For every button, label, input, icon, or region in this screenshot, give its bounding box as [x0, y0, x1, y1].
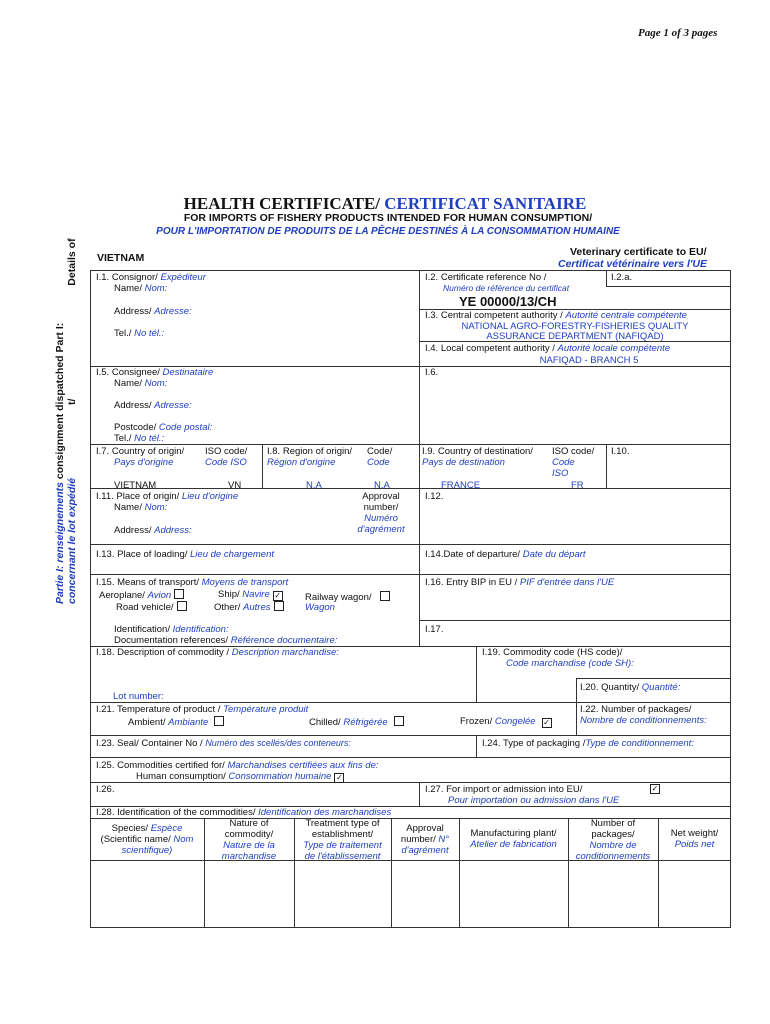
transport-ship: Ship/ Navire ✓ — [218, 589, 282, 600]
col-species: Species/ Espèce (Scientific name/ Nom scientifique) — [100, 823, 194, 856]
dest-iso-fr2: ISO — [552, 468, 569, 479]
consignee-label: I.5. Consignee/ Destinataire — [96, 367, 214, 378]
vet-cert-en: Veterinary certificate to EU/ — [570, 246, 707, 258]
approval-number-label: Approval number/ Numéro d'agrément — [357, 491, 405, 535]
side-label — [54, 238, 84, 604]
lot-number: Lot number: — [113, 691, 164, 702]
dest-iso-label: ISO code/ — [552, 446, 595, 457]
consignor-label: I.1. Consignor/ Expéditeur — [96, 272, 206, 283]
col-manufacturing: Manufacturing plant/ Atelier de fabrication — [470, 828, 557, 850]
col-treatment: Treatment type of establishment/ Type de traitement de l'établissement — [303, 818, 382, 862]
origin-iso-label: ISO code/ — [205, 446, 248, 457]
local-auth-value: NAFIQAD - BRANCH 5 — [539, 355, 639, 366]
transport-docref: Documentation references/ Référence documentaire: — [114, 635, 338, 646]
consignee-address: Address/ Adresse: — [114, 400, 192, 411]
title-fr: CERTIFICAT SANITAIRE — [384, 194, 587, 213]
cert-ref-label-fr: Numéro de référence du certificat — [443, 283, 570, 293]
central-auth-label: I.3. Central competent authority / Autorité centrale compétente — [425, 310, 687, 321]
consignee-postcode: Postcode/ Code postal: — [114, 422, 213, 433]
col-net-weight: Net weight/ Poids net — [670, 828, 719, 850]
side-en1: Part I: — [54, 322, 66, 353]
origin-region-label: I.8. Region of origin/ — [267, 446, 353, 457]
origin-country-label-fr: Pays d'origine — [114, 457, 174, 468]
import-label-fr: Pour importation ou admission dans l'UE — [448, 795, 620, 806]
place-origin-name: Name/ Nom: — [114, 502, 168, 513]
origin-region-label-fr: Région d'origine — [267, 457, 336, 468]
local-auth-label: I.4. Local competent authority / Autorité locale compétente — [425, 343, 671, 354]
temp-ambient: Ambient/ Ambiante — [128, 716, 224, 728]
import-label: I.27. For import or admission into EU/ — [425, 784, 583, 795]
document-title — [0, 194, 770, 214]
frozen-checkbox[interactable]: ✓ — [543, 718, 550, 727]
origin-country-value: VIETNAM — [114, 480, 157, 491]
quantity-label: I.20. Quantity/ Quantité: — [580, 682, 681, 693]
transport-ident: Identification/ Identification: — [114, 624, 229, 635]
vet-cert-fr: Certificat vétérinaire vers l'UE — [558, 258, 707, 270]
transport-railway: Railway wagon/ — [305, 591, 390, 603]
dest-iso-value: FR — [571, 480, 584, 491]
ambient-checkbox[interactable] — [214, 716, 224, 726]
subtitle-fr: POUR L'IMPORTATION DE PRODUITS DE LA PÊCHE DESTINÉS À LA CONSOMMATION HUMAINE — [156, 226, 620, 237]
side-cont2: t/ — [66, 398, 78, 406]
origin-code-value: N.A — [374, 480, 390, 491]
subtitle-en: FOR IMPORTS OF FISHERY PRODUCTS INTENDED FOR HUMAN CONSUMPTION/ — [183, 212, 593, 224]
page-number: Page 1 of 3 pages — [638, 27, 718, 39]
col-nature: Nature of commodity/ Nature de la marchandise — [221, 818, 277, 862]
seal-label: I.23. Seal/ Container No / Numéro des scellés/des conteneurs: — [96, 738, 351, 749]
loading-label: I.13. Place of loading/ Lieu de chargement — [96, 549, 274, 560]
transport-road: Road vehicle/ — [116, 601, 187, 613]
consignor-tel: Tel./ No tél.: — [114, 328, 165, 339]
consignee-name: Name/ Nom: — [114, 378, 168, 389]
dest-country-label-fr: Pays de destination — [422, 457, 505, 468]
certified-human: Human consumption/ Consommation humaine ✓ — [136, 771, 343, 782]
consignee-tel: Tel./ No tél.: — [114, 433, 165, 444]
certified-label: I.25. Commodities certified for/ Marchandises certifiées aux fins de: — [96, 760, 379, 771]
side-fr2: concernant le lot expédié — [66, 477, 78, 604]
place-origin-label: I.11. Place of origin/ Lieu d'origine — [96, 491, 239, 502]
commodity-code-label-fr: Code marchandise (code SH): — [506, 658, 634, 669]
commodity-desc-label: I.18. Description of commodity / Description marchandise: — [96, 647, 339, 658]
packages-label: I.22. Number of packages/ — [580, 704, 692, 715]
bip-label: I.16. Entry BIP in EU / PIF d'entrée dans l'UE — [425, 577, 615, 588]
central-auth-value2: ASSURANCE DEPARTMENT (NAFIQAD) — [486, 331, 664, 342]
title-en: HEALTH CERTIFICATE/ — [183, 194, 381, 213]
ship-checkbox[interactable]: ✓ — [274, 591, 282, 600]
col-approval: Approval number/ N° d'agrément — [400, 823, 450, 856]
origin-region-value: N.A — [306, 480, 322, 491]
cert-ref-value: YE 00000/13/CH — [459, 294, 557, 309]
central-auth-value1: NATIONAL AGRO-FORESTRY-FISHERIES QUALITY — [461, 321, 689, 332]
origin-iso-value: VN — [228, 480, 242, 491]
transport-railway-fr: Wagon — [305, 602, 335, 613]
commodity-code-label: I.19. Commodity code (HS code)/ — [482, 647, 623, 658]
packages-label-fr: Nombre de conditionnements: — [580, 715, 707, 726]
origin-code-label: Code/ — [367, 446, 393, 457]
place-origin-address: Address/ Address: — [114, 525, 192, 536]
chilled-checkbox[interactable] — [394, 716, 404, 726]
dest-country-label: I.9. Country of destination/ — [422, 446, 533, 457]
consignor-name: Name/ Nom: — [114, 283, 168, 294]
temperature-label: I.21. Temperature of product / Température produit — [96, 704, 309, 715]
cert-ref-i2a: I.2.a. — [611, 272, 633, 283]
origin-iso-label-fr: Code ISO — [205, 457, 247, 468]
aeroplane-checkbox[interactable] — [174, 589, 184, 599]
origin-code-label-fr: Code — [367, 457, 390, 468]
side-en2: Details of — [66, 238, 78, 286]
i26-label: I.26. — [96, 784, 115, 795]
transport-aeroplane: Aeroplane/ Avion — [99, 589, 184, 601]
other-checkbox[interactable] — [274, 601, 284, 611]
i10-label: I.10. — [611, 446, 630, 457]
i17-label: I.17. — [425, 624, 444, 635]
dest-iso-fr1: Code — [552, 457, 575, 468]
human-consumption-checkbox[interactable]: ✓ — [336, 773, 343, 782]
country-label: VIETNAM — [97, 252, 145, 264]
temp-chilled: Chilled/ Réfrigérée — [309, 716, 404, 728]
origin-country-label: I.7. Country of origin/ — [96, 446, 185, 457]
packaging-label: I.24. Type of packaging /Type de conditionnement: — [482, 738, 694, 749]
departure-label: I.14.Date of departure/ Date du départ — [425, 549, 586, 560]
col-packages: Number of packages/ Nombre de conditionnements — [575, 818, 651, 862]
road-checkbox[interactable] — [177, 601, 187, 611]
dest-country-value: FRANCE — [441, 480, 481, 491]
temp-frozen: Frozen/ Congelée ✓ — [460, 716, 550, 727]
consignor-address: Address/ Adresse: — [114, 306, 192, 317]
i12-label: I.12. — [425, 491, 444, 502]
side-fr1: Partie I: renseignements — [54, 482, 66, 604]
side-cont1: consignment dispatched — [54, 355, 66, 480]
identification-label: I.28. Identification of the commodities/ Identification des marchandises — [96, 807, 392, 818]
railway-checkbox[interactable] — [380, 591, 390, 601]
import-checkbox[interactable]: ✓ — [651, 784, 659, 793]
cert-ref-label: I.2. Certificate reference No / — [425, 272, 547, 283]
transport-other: Other/ Autres — [214, 601, 284, 613]
transport-label: I.15. Means of transport/ Moyens de transport — [96, 577, 289, 588]
i6-label: I.6. — [425, 367, 439, 378]
